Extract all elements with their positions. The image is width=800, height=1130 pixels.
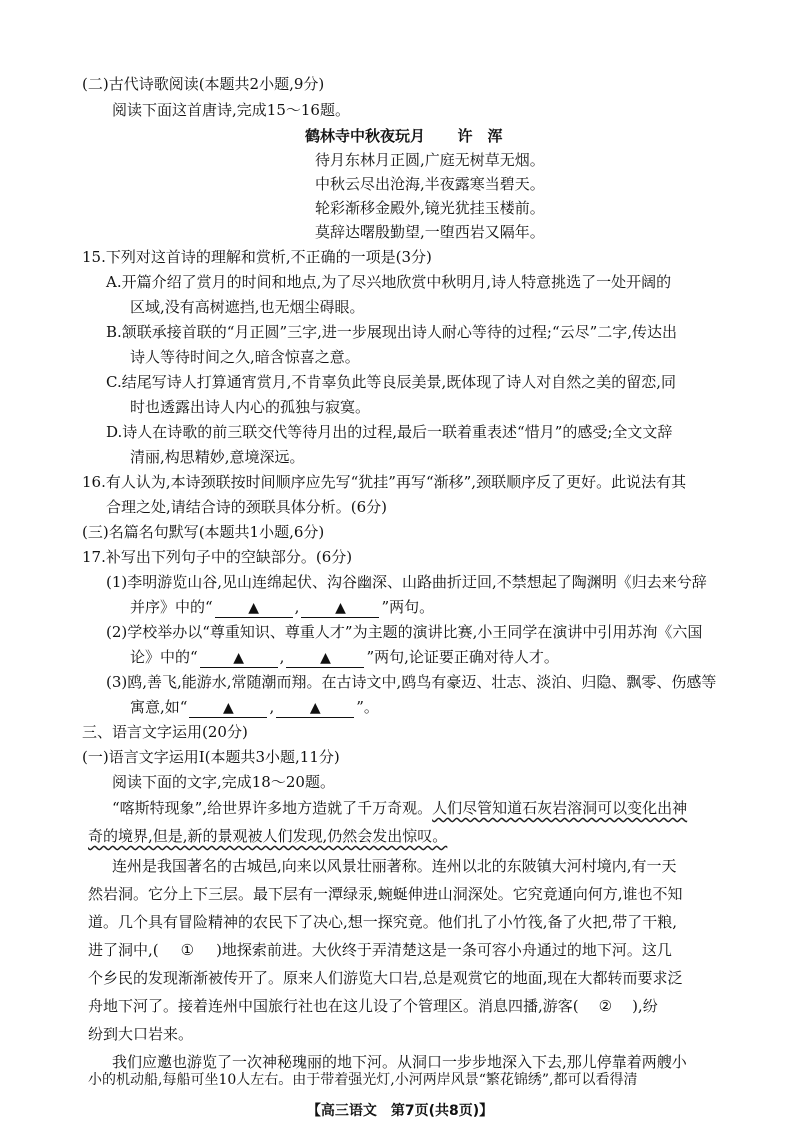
q15-option-d-line2: 清丽,构思精妙,意境深远。 — [130, 448, 305, 466]
poem-line-1: 待月东林月正圆,广庭无树草无烟。 — [315, 151, 545, 169]
section2-instruction: 阅读下面这首唐诗,完成15～16题。 — [112, 101, 350, 119]
passage-p1-line1: “喀斯特现象”,给世界许多地方造就了千万奇观。人们尽管知道石灰岩溶洞可以变化出神 — [112, 799, 688, 817]
blank-number-1: ① — [180, 941, 195, 959]
section2-heading: (二)古代诗歌阅读(本题共2小题,9分) — [82, 75, 325, 93]
passage-p2-line2: 然岩洞。它分上下三层。最下层有一潭绿汞,蜿蜒伸进山洞深处。它究竟通向何方,谁也不知 — [88, 885, 683, 903]
q15-option-d-line1: D.诗人在诗歌的前三联交代等待月出的过程,最后一联着重表述“惜月”的感受;全文文辞 — [106, 423, 673, 441]
q15-option-a-line2: 区域,没有高树遮挡,也无烟尘碍眼。 — [130, 298, 365, 316]
poem-author: 许 浑 — [457, 127, 503, 145]
poem-line-3: 轮彩渐移金殿外,镜光犹挂玉楼前。 — [315, 199, 545, 217]
blank-mark: ▲ — [248, 600, 260, 616]
sub1-instruction: 阅读下面的文字,完成18～20题。 — [112, 773, 335, 791]
wavy-underlined-text: 奇的境界,但是,新的景观被人们发现,仍然会发出惊叹。 — [88, 827, 448, 845]
q17-item3-line1: (3)鸥,善飞,能游水,常随潮而翔。在古诗文中,鸥鸟有豪迈、壮志、淡泊、归隐、飘零、伤感等 — [106, 673, 717, 691]
q17-item3-line2: 寓意,如“ ▲ , ▲ ”。 — [130, 698, 379, 716]
q15-option-c-line1: C.结尾写诗人打算通宵赏月,不肯辜负此等良辰美景,既体现了诗人对自然之美的留恋,同 — [106, 373, 677, 391]
q15-stem: 15.下列对这首诗的理解和赏析,不正确的一项是(3分) — [82, 248, 432, 266]
blank-number-2: ② — [598, 997, 613, 1015]
blank-mark: ▲ — [223, 700, 234, 716]
q17-item2-line2: 论》中的“ ▲ , ▲ ”两句,论证要正确对待人才。 — [130, 648, 559, 666]
passage-p3-line2: 小的机动船,每船可坐10人左右。由于带着强光灯,小河两岸风景“繁花锦绣”,都可以看得清 — [88, 1072, 638, 1088]
poem-line-2: 中秋云尽出沧海,半夜露寒当碧天。 — [315, 175, 545, 193]
q15-option-c-line2: 时也透露出诗人内心的孤独与寂寞。 — [130, 398, 371, 416]
poem-header — [305, 126, 503, 146]
passage-p2-line6: 舟地下河了。接着连州中国旅行社也在这儿设了个管理区。消息四播,游客( ② ),纷 — [88, 997, 658, 1015]
q15-option-a-line1: A.开篇介绍了赏月的时间和地点,为了尽兴地欣赏中秋明月,诗人特意挑选了一处开阔的 — [106, 273, 672, 291]
section3-heading: (三)名篇名句默写(本题共1小题,6分) — [82, 523, 325, 541]
blank-mark: ▲ — [309, 700, 321, 716]
blank-mark: ▲ — [335, 600, 346, 616]
q16-line2: 合理之处,请结合诗的颈联具体分析。(6分) — [106, 498, 388, 516]
passage-p2-line1: 连州是我国著名的古城邑,向来以风景壮丽著称。连州以北的东陂镇大河村境内,有一天 — [112, 857, 677, 875]
answer-blank[interactable] — [189, 699, 267, 718]
poem-line-4: 莫辞达曙殷勤望,一堕西岩又隔年。 — [315, 223, 545, 241]
q17-item1-line2: 并序》中的“ ▲ , ▲ ”两句。 — [130, 598, 435, 616]
answer-blank[interactable] — [286, 649, 364, 668]
answer-blank[interactable] — [276, 699, 354, 718]
answer-blank[interactable] — [215, 599, 293, 618]
q17-item1-line1: (1)李明游览山谷,见山连绵起伏、沟谷幽深、山路曲折迂回,不禁想起了陶渊明《归去来兮辞 — [106, 573, 707, 591]
sub1-heading: (一)语言文字运用Ⅰ(本题共3小题,11分) — [82, 748, 340, 766]
part3-heading: 三、语言文字运用(20分) — [82, 723, 248, 741]
q15-option-b-line2: 诗人等待时间之久,暗含惊喜之意。 — [130, 348, 360, 366]
q17-stem: 17.补写出下列句子中的空缺部分。(6分) — [82, 548, 353, 566]
page-footer: 【高三语文 第7页(共8页)】 — [306, 1103, 494, 1119]
q16-line1: 16.有人认为,本诗颈联按时间顺序应先写“犹挂”再写“渐移”,颈联顺序反了更好。此说法有其 — [82, 473, 687, 491]
passage-p2-line7: 纷到大口岩来。 — [88, 1025, 194, 1043]
passage-p1-line2 — [88, 826, 447, 846]
q17-item2-line1: (2)学校举办以“尊重知识、尊重人才”为主题的演讲比赛,小王同学在演讲中引用苏洵《六国 — [106, 623, 703, 641]
passage-p3-line1: 我们应邀也游览了一次神秘瑰丽的地下河。从洞口一步步地深入下去,那儿停靠着两艘小 — [112, 1053, 687, 1071]
answer-blank[interactable] — [200, 649, 278, 668]
passage-p2-line3: 道。几个具有冒险精神的农民下了决心,想一探究竟。他们扎了小竹筏,备了火把,带了干粮, — [88, 913, 678, 931]
passage-p2-line4: 进了洞中,( ① )地探索前进。大伙终于弄清楚这是一条可容小舟通过的地下河。这几 — [88, 941, 672, 959]
blank-mark: ▲ — [320, 650, 331, 666]
blank-mark: ▲ — [233, 650, 245, 666]
answer-blank[interactable] — [301, 599, 379, 618]
passage-p2-line5: 个乡民的发现渐渐被传开了。原来人们游览大口岩,总是观赏它的地面,现在大都转而要求泛 — [88, 969, 683, 987]
q15-option-b-line1: B.颔联承接首联的“月正圆”三字,进一步展现出诗人耐心等待的过程;“云尽”二字,传达出 — [106, 323, 678, 341]
poem-title: 鹤林寺中秋夜玩月 — [305, 127, 426, 145]
wavy-underlined-text: 人们尽管知道石灰岩溶洞可以变化出神 — [432, 799, 688, 817]
